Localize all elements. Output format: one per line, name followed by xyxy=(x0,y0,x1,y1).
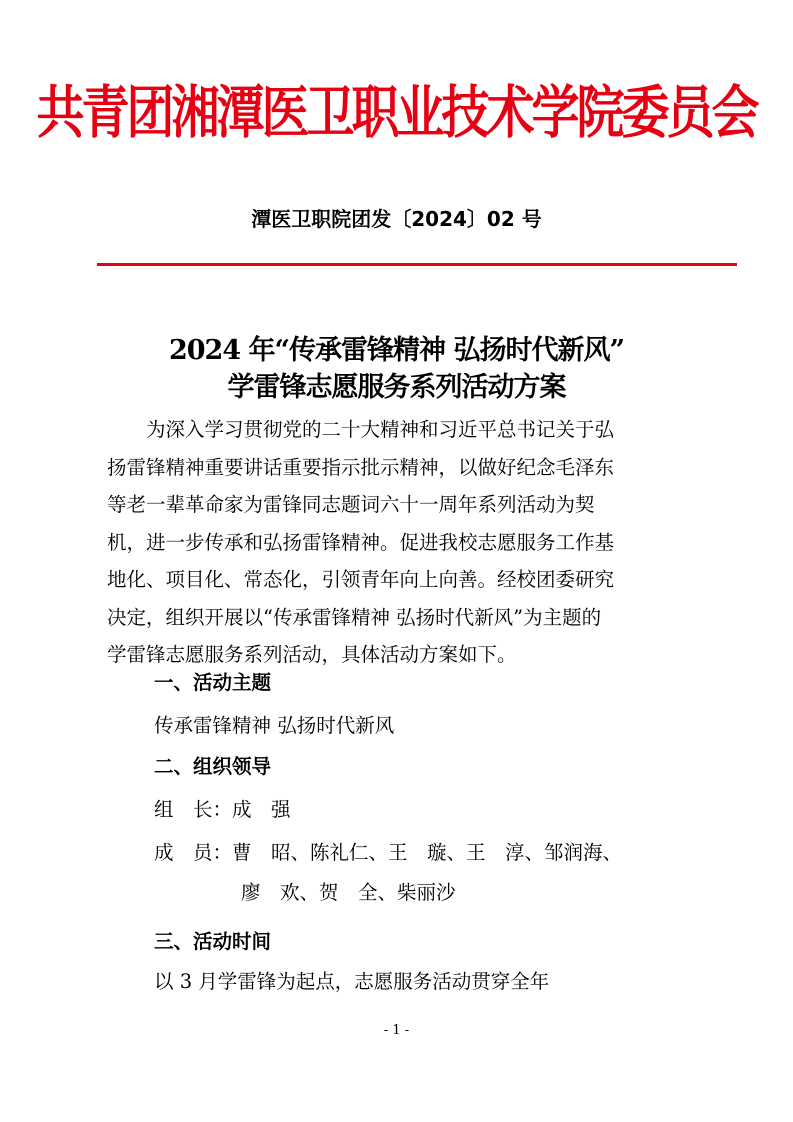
document-title-line-1: 2024 年“传承雷锋精神 弘扬时代新风” xyxy=(168,335,624,366)
members-line-1: 成 员：曹 昭、陈礼仁、王 璇、王 淳、邹润海、 xyxy=(154,841,623,864)
section-heading-theme: 一、活动主题 xyxy=(154,671,272,694)
section-heading-time: 三、活动时间 xyxy=(154,930,272,953)
intro-line: 等老一辈革命家为雷锋同志题词六十一周年系列活动为契 xyxy=(107,493,595,516)
section-heading-leadership: 二、组织领导 xyxy=(154,755,272,778)
document-title-line-2: 学雷锋志愿服务系列活动方案 xyxy=(227,372,566,403)
time-text: 以 3 月学雷锋为起点，志愿服务活动贯穿全年 xyxy=(154,970,550,993)
intro-line: 决定，组织开展以“传承雷锋精神 弘扬时代新风”为主题的 xyxy=(107,605,602,629)
theme-text: 传承雷锋精神 弘扬时代新风 xyxy=(154,714,395,737)
intro-line: 扬雷锋精神重要讲话重要指示批示精神，以做好纪念毛泽东 xyxy=(107,455,615,479)
intro-line: 机，进一步传承和弘扬雷锋精神。促进我校志愿服务工作基 xyxy=(107,530,615,554)
document-number: 潭医卫职院团发〔2024〕02 号 xyxy=(251,207,542,231)
page-number: - 1 - xyxy=(383,1023,410,1038)
intro-line: 地化、项目化、常态化，引领青年向上向善。经校团委研究 xyxy=(107,568,615,591)
red-divider-line xyxy=(97,263,737,266)
issuer-title: 共青团湘潭医卫职业技术学院委员会 xyxy=(36,80,757,147)
leader-line: 组 长：成 强 xyxy=(154,798,291,821)
members-line-2: 廖 欢、贺 全、柴丽沙 xyxy=(241,881,456,904)
intro-line: 为深入学习贯彻党的二十大精神和习近平总书记关于弘 xyxy=(107,418,615,441)
intro-line: 学雷锋志愿服务系列活动，具体活动方案如下。 xyxy=(107,643,517,666)
